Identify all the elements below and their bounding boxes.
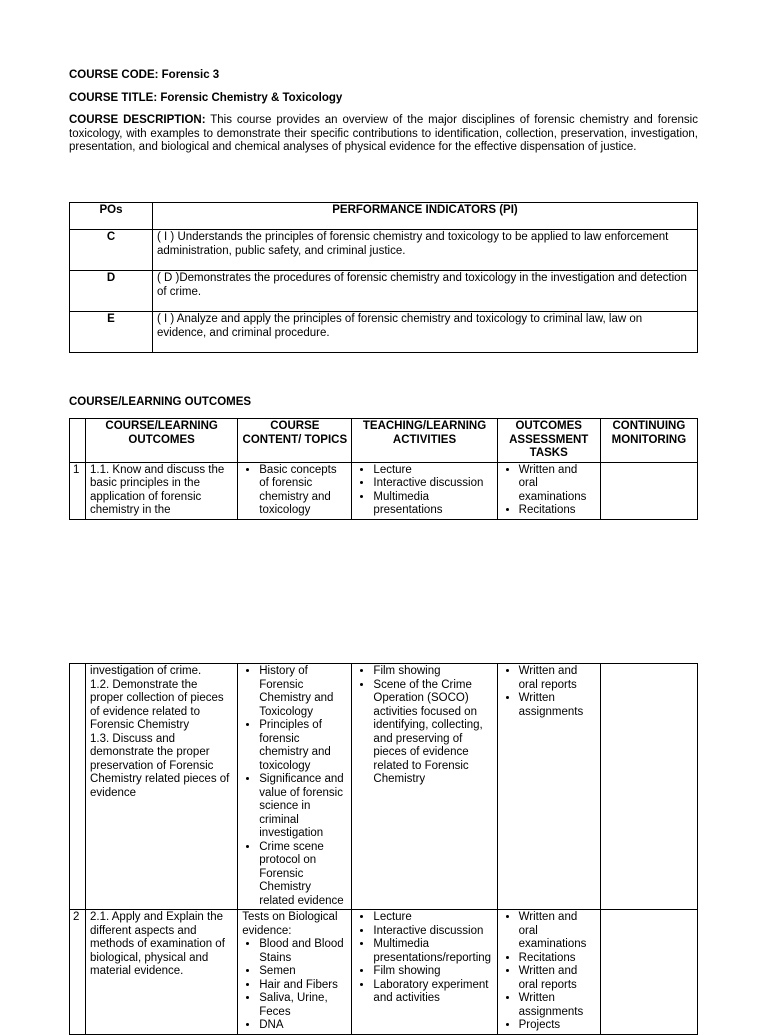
outcome-text: 2.1. Apply and Explain the different aspects and methods of examination of biological, physical and material evidence. [86,910,238,1035]
list-item: • Written and oral reports [519,665,596,692]
list-item: • Lecture [373,911,492,925]
list-item: • Written assignments [519,992,596,1019]
monitoring-col-header: CONTINUING MONITORING [600,419,697,463]
po-row [70,230,698,271]
list-item: • Scene of the Crime Operation (SOCO) activities focused on identifying, collecting, and preserving of pieces of evidence related to Forensic Chemistry [373,679,492,787]
assessment-cell [497,462,600,519]
po-row [70,271,698,312]
list-item: • Significance and value of forensic science in criminal investigation [259,773,347,841]
outcomes-col-header: COURSE/LEARNING OUTCOMES [86,419,238,463]
course-code-value: Forensic 3 [161,69,220,81]
outcomes-table-part1 [69,418,698,520]
list-item: • Multimedia presentations [373,491,492,518]
list-item: • Multimedia presentations/reporting [373,938,492,965]
course-code-label: COURSE CODE: [69,69,159,81]
row-number: 1 [70,462,86,519]
po-row [70,312,698,353]
list-item: • Laboratory experiment and activities [373,979,492,1006]
list-item: • Blood and Blood Stains [259,938,347,965]
table-row [70,910,698,1035]
course-code-line [69,69,219,83]
list-item: • Written and oral examinations [519,464,596,505]
list-item: • Basic concepts of forensic chemistry and toxicology [259,464,347,518]
list-item: • History of Forensic Chemistry and Toxicology [259,665,347,719]
list-item: • Projects [519,1019,596,1033]
po-table [69,202,698,353]
activities-cell [352,910,497,1035]
monitoring-cell [600,462,697,519]
outcome-text: 1.1. Know and discuss the basic principles in the application of forensic chemistry in the [86,462,238,519]
no-header [70,419,86,463]
topics-col-header: COURSE CONTENT/ TOPICS [238,419,352,463]
monitoring-cell [600,910,697,1035]
outcome-text: investigation of crime. [90,665,202,677]
assessment-cell [497,910,600,1035]
course-description-label: COURSE DESCRIPTION: [69,114,206,126]
outcome-text: 1.3. Discuss and demonstrate the proper preservation of Forensic Chemistry related pieces of evidence [90,732,230,799]
list-item: • Written and oral reports [519,965,596,992]
list-item: • Saliva, Urine, Feces [259,992,347,1019]
list-item: • Film showing [373,665,492,679]
topics-cell [238,462,352,519]
outcomes-heading: COURSE/LEARNING OUTCOMES [69,396,252,408]
topics-intro: Tests on Biological evidence: [242,911,338,937]
list-item: • Semen [259,965,347,979]
outcome-cell [86,664,238,910]
po-code: E [70,312,153,353]
activities-cell [352,664,497,910]
row-number [70,664,86,910]
row-number: 2 [70,910,86,1035]
assessment-col-header: OUTCOMES ASSESSMENT TASKS [497,419,600,463]
list-item: • Recitations [519,952,596,966]
outcome-text: 1.2. Demonstrate the proper collection of pieces of evidence related to Forensic Chemistry [90,678,224,731]
list-item: • Interactive discussion [373,477,492,491]
course-description [69,114,698,155]
monitoring-cell [600,664,697,910]
course-title-line [69,92,342,106]
list-item: • DNA [259,1019,347,1033]
activities-cell [352,462,497,519]
list-item: • Principles of forensic chemistry and toxicology [259,719,347,773]
list-item: • Interactive discussion [373,925,492,939]
assessment-cell [497,664,600,910]
table-row [70,462,698,519]
outcomes-table-part2 [69,663,698,1035]
pi-text: ( I ) Analyze and apply the principles of forensic chemistry and toxicology to criminal law, law on evidence, and criminal procedure. [153,312,698,353]
po-code: D [70,271,153,312]
po-header: POs [70,203,153,230]
pi-text: ( D )Demonstrates the procedures of forensic chemistry and toxicology in the investigation and detection of crime. [153,271,698,312]
list-item: • Hair and Fibers [259,979,347,993]
course-title-value: Forensic Chemistry & Toxicology [160,92,343,104]
topics-cell [238,910,352,1035]
pi-text: ( I ) Understands the principles of forensic chemistry and toxicology to be applied to law enforcement administration, public safety, and criminal justice. [153,230,698,271]
list-item: • Crime scene protocol on Forensic Chemistry related evidence [259,841,347,909]
course-description-text: This course provides an overview of the major disciplines of forensic chemistry and forensic toxicology, with examples to demonstrate their specific contributions to identification, collection, preservation, investigation, presentation, and biological and chemical analyses of physical evidence for the effective dispensation of justice. [69,114,698,153]
po-code: C [70,230,153,271]
list-item: • Recitations [519,504,596,518]
list-item: • Written and oral examinations [519,911,596,952]
po-table-header-row [70,203,698,230]
topics-cell [238,664,352,910]
course-title-label: COURSE TITLE: [69,92,158,104]
pi-header: PERFORMANCE INDICATORS (PI) [153,203,698,230]
outcomes-header-row [70,419,698,463]
table-row [70,664,698,910]
list-item: • Film showing [373,965,492,979]
list-item: • Written assignments [519,692,596,719]
activities-col-header: TEACHING/LEARNING ACTIVITIES [352,419,497,463]
list-item: • Lecture [373,464,492,478]
